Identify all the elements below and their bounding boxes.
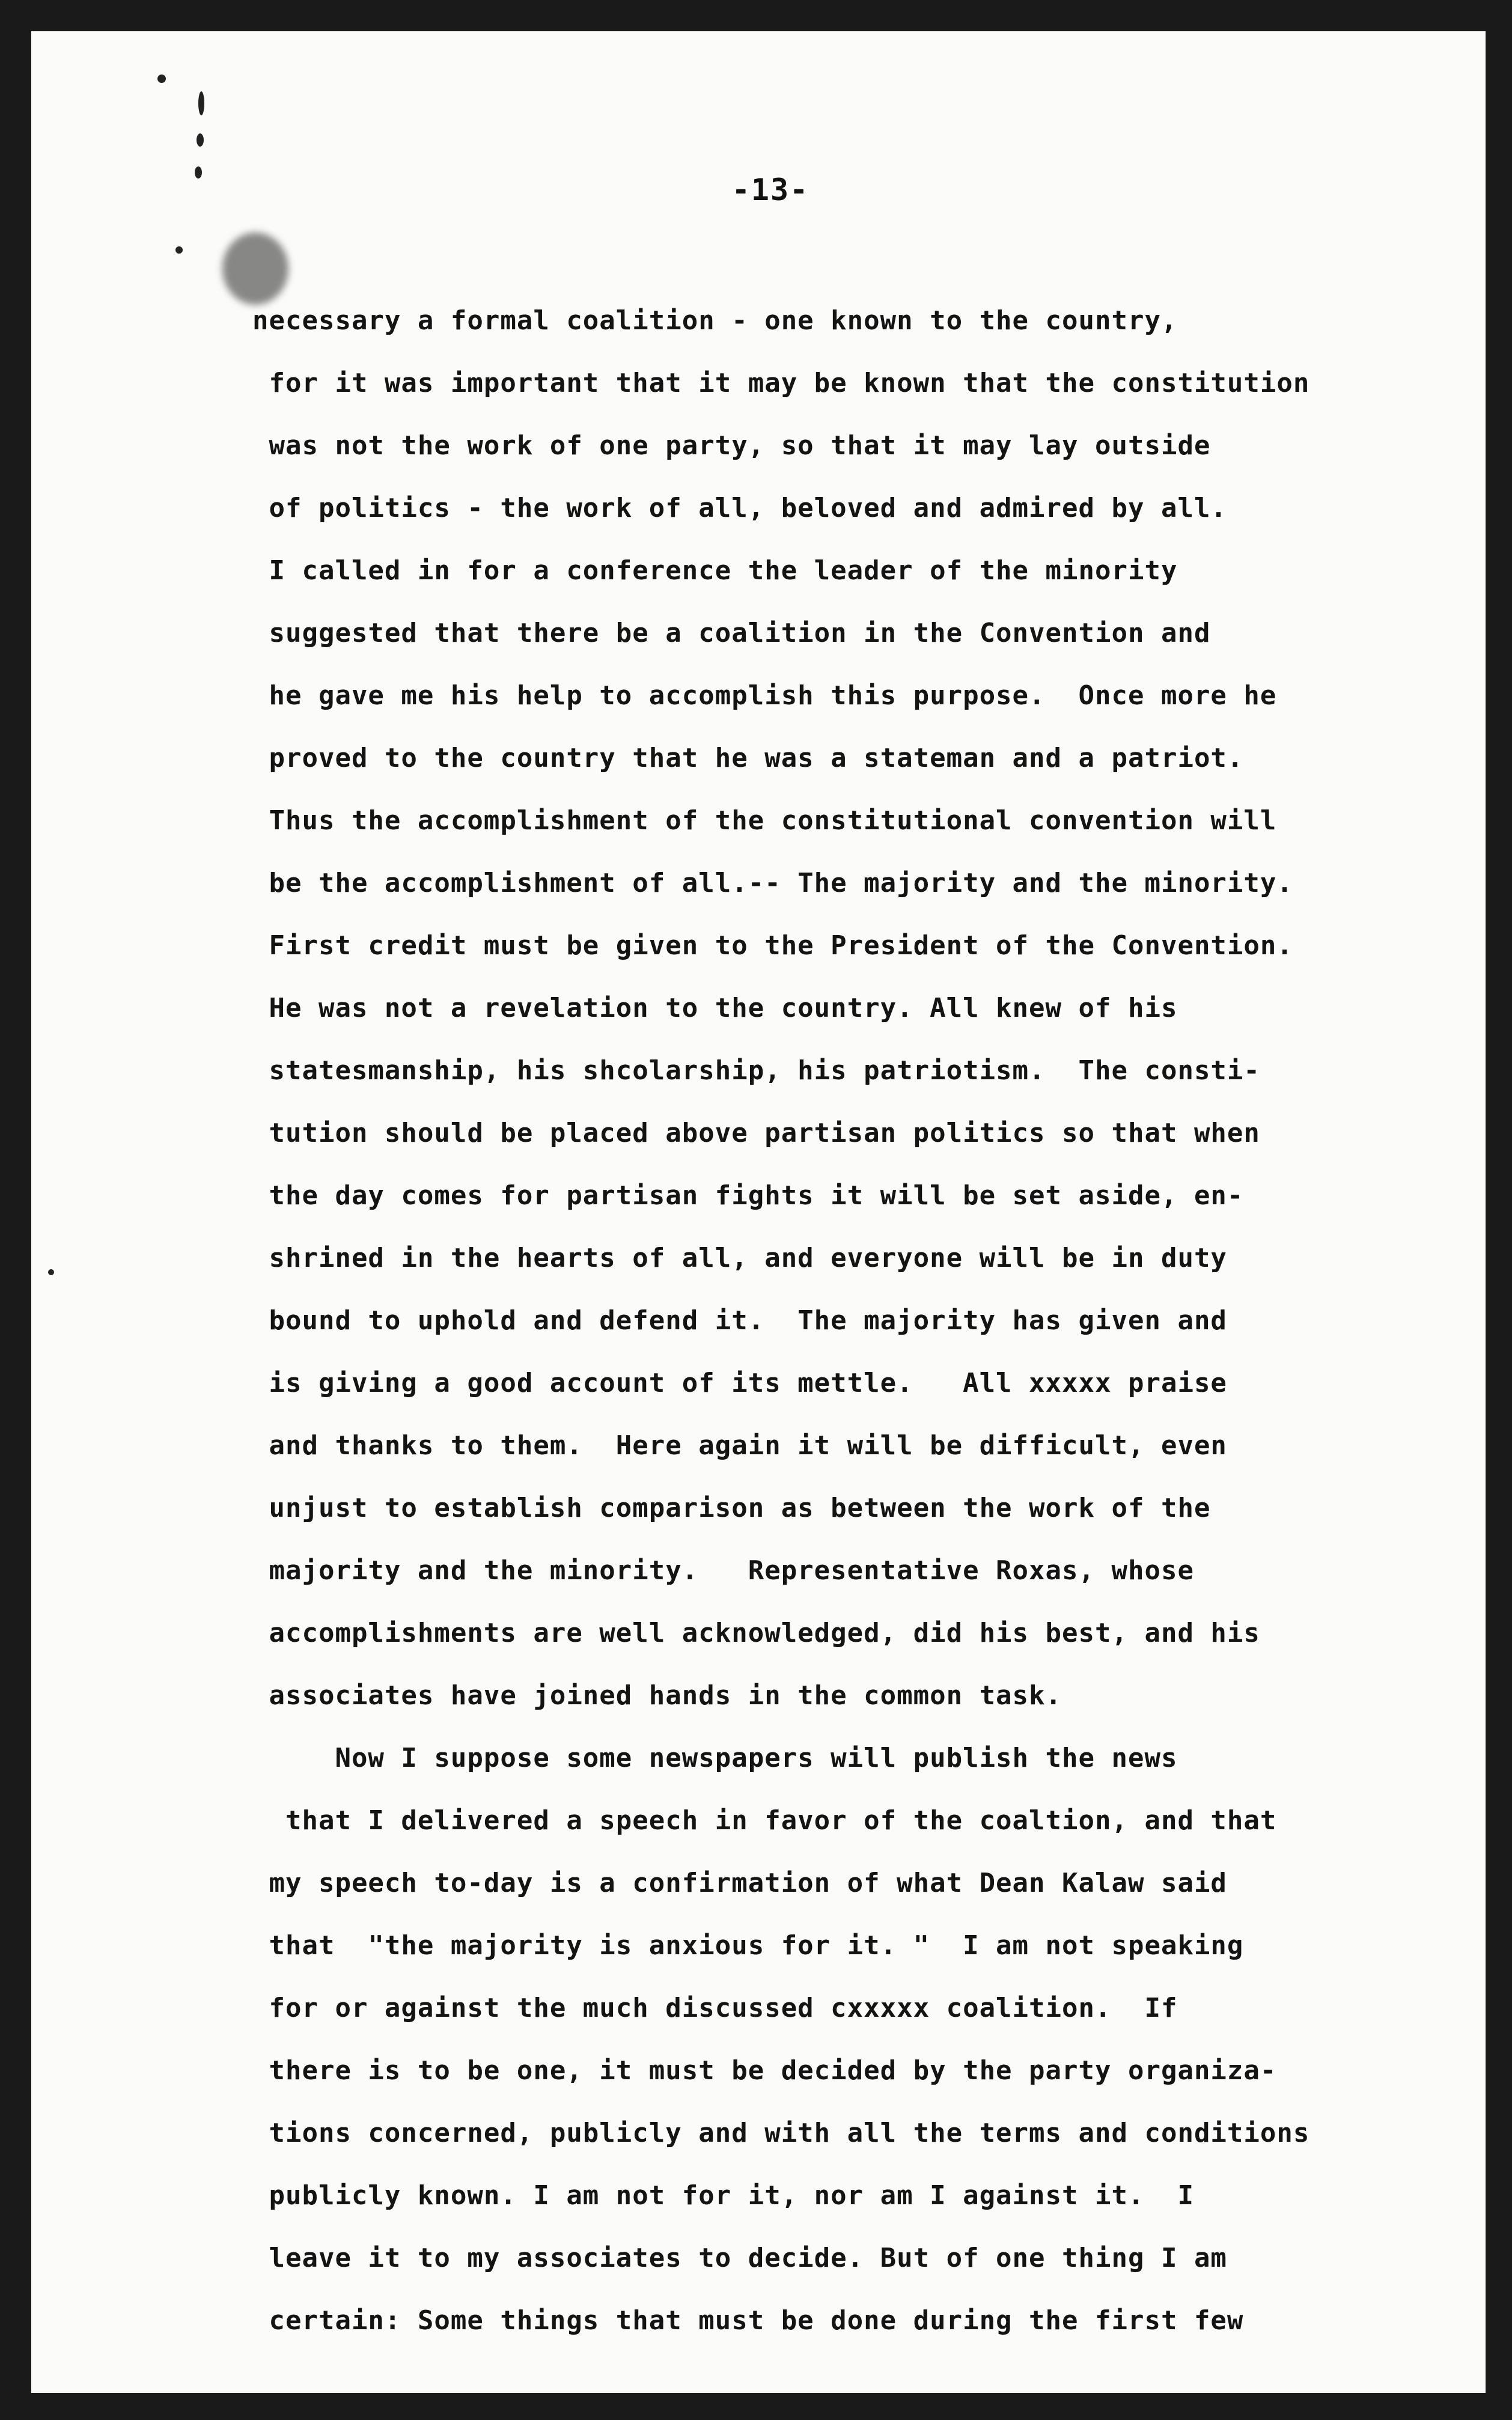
text-line: Now I suppose some newspapers will publish the news	[252, 1743, 1178, 1773]
text-line: unjust to establish comparison as between the work of the	[252, 1493, 1211, 1523]
text-line: my speech to-day is a confirmation of what Dean Kalaw said	[252, 1868, 1227, 1898]
text-line: Thus the accomplishment of the constitutional convention will	[252, 805, 1277, 836]
text-line: is giving a good account of its mettle. All xxxxx praise	[252, 1368, 1227, 1398]
page-number: -13-	[731, 172, 809, 207]
text-line: publicly known. I am not for it, nor am I against it. I	[252, 2180, 1194, 2211]
text-line: there is to be one, it must be decided by the party organiza-	[252, 2055, 1277, 2086]
text-line: that "the majority is anxious for it. " I am not speaking	[252, 1930, 1244, 1961]
ink-speck	[175, 246, 183, 254]
text-line: shrined in the hearts of all, and everyone will be in duty	[252, 1243, 1227, 1273]
ink-speck	[48, 1269, 54, 1275]
text-line: First credit must be given to the President of the Convention.	[252, 930, 1293, 961]
text-line: and thanks to them. Here again it will be difficult, even	[252, 1430, 1227, 1461]
text-line: tions concerned, publicly and with all the terms and conditions	[252, 2118, 1310, 2148]
text-line: necessary a formal coalition - one known to the country,	[252, 305, 1178, 336]
text-line: accomplishments are well acknowledged, did his best, and his	[252, 1618, 1260, 1648]
text-line: for or against the much discussed cxxxxx coalition. If	[252, 1993, 1178, 2023]
text-line: statesmanship, his shcolarship, his patriotism. The consti-	[252, 1055, 1260, 1086]
text-line: He was not a revelation to the country. All knew of his	[252, 993, 1178, 1023]
text-line: was not the work of one party, so that it may lay outside	[252, 430, 1211, 461]
ink-speck	[198, 91, 204, 115]
text-line: I called in for a conference the leader of the minority	[252, 555, 1178, 586]
ink-speck	[197, 133, 204, 147]
ink-speck	[157, 75, 166, 83]
text-line: the day comes for partisan fights it will be set aside, en-	[252, 1180, 1244, 1211]
typed-text-body	[252, 290, 1430, 2352]
text-line: of politics - the work of all, beloved and admired by all.	[252, 493, 1227, 523]
text-line: proved to the country that he was a stateman and a patriot.	[252, 743, 1244, 773]
text-line: for it was important that it may be known that the constitution	[252, 368, 1310, 398]
text-line: majority and the minority. Representative Roxas, whose	[252, 1555, 1194, 1586]
document-page	[31, 31, 1486, 2393]
text-line: that I delivered a speech in favor of the coaltion, and that	[252, 1805, 1277, 1836]
text-line: be the accomplishment of all.-- The majority and the minority.	[252, 868, 1293, 898]
text-line: he gave me his help to accomplish this purpose. Once more he	[252, 680, 1277, 711]
text-line: tution should be placed above partisan politics so that when	[252, 1118, 1260, 1148]
text-line: suggested that there be a coalition in the Convention and	[252, 618, 1211, 648]
text-line: certain: Some things that must be done during the first few	[252, 2305, 1244, 2336]
text-line: leave it to my associates to decide. But of one thing I am	[252, 2243, 1227, 2273]
text-line: associates have joined hands in the common task.	[252, 1680, 1062, 1711]
text-line: bound to uphold and defend it. The majority has given and	[252, 1305, 1227, 1336]
